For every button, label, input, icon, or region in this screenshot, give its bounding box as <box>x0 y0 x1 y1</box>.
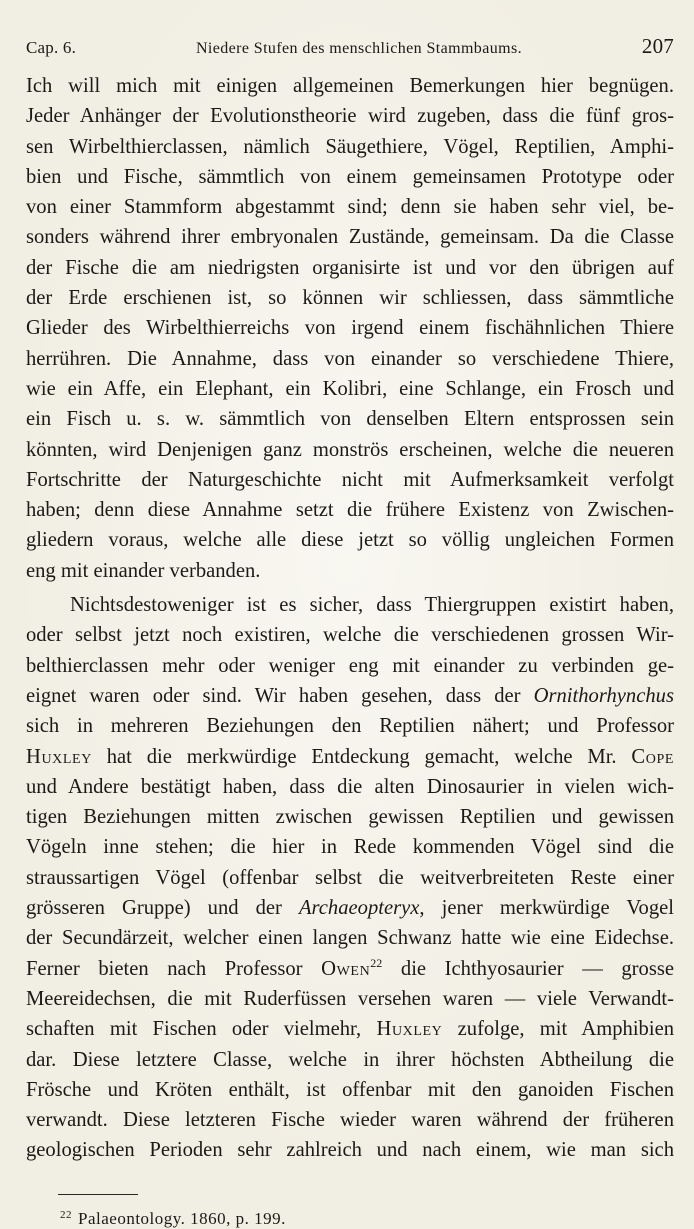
page-number: 207 <box>641 34 674 58</box>
footnote-number: 22 <box>60 1208 72 1221</box>
text-segment: grösseren Gruppe) und der <box>26 897 282 920</box>
text-segment: zufolge, mit Amphibien <box>457 1018 675 1041</box>
text-line: der Fische die am niedrigsten organisirte ist und vor den übrigen auf <box>26 256 674 279</box>
text-segment: , jener merkwürdige Vogel <box>419 897 674 920</box>
chapter-label: Cap. 6. <box>26 38 77 57</box>
text-line: gliedern voraus, welche alle diese jetzt so völlig ungleichen Formen <box>26 529 674 552</box>
text-line: der Secundärzeit, welcher einen langen Schwanz hatte wie eine Eidechse. <box>26 927 674 950</box>
text-line: Meereidechsen, die mit Ruderfüssen versehen waren — viele Verwandt- <box>26 987 674 1010</box>
running-header <box>26 34 674 59</box>
text-line: ein Fisch u. s. w. sämmtlich von denselben Eltern entsprossen sein <box>26 408 674 431</box>
paragraph-2 <box>26 590 674 1166</box>
footnote-reference[interactable]: 22 <box>370 955 383 970</box>
text-line: Glieder des Wirbelthierreichs von irgend einem fischähnlichen Thiere <box>26 317 674 340</box>
text-line: wie ein Affe, ein Elephant, ein Kolibri, eine Schlange, ein Frosch und <box>26 377 674 400</box>
text-line: straussartigen Vögel (offenbar selbst die weitverbreiteten Reste einer <box>26 866 674 889</box>
text-line <box>26 681 674 711</box>
text-line: Nichtsdestoweniger ist es sicher, dass Thiergruppen existirt haben, <box>70 594 674 617</box>
text-line: Fortschritte der Naturgeschichte nicht mit Aufmerksamkeit verfolgt <box>26 468 674 491</box>
text-line: oder selbst jetzt noch existiren, welche die verschiedenen grossen Wir- <box>26 624 674 647</box>
text-line <box>26 1014 674 1044</box>
text-line: sen Wirbelthierclassen, nämlich Säugethiere, Vögel, Reptilien, Amphi- <box>26 135 674 158</box>
author-name: Cope <box>631 745 674 768</box>
text-line: Ich will mich mit einigen allgemeinen Bemerkungen hier begnügen. <box>26 75 674 97</box>
text-line: herrühren. Die Annahme, dass von einander so verschiedene Thiere, <box>26 347 674 370</box>
text-line: von einer Stammform abgestammt sind; denn sie haben sehr viel, be- <box>26 196 674 219</box>
author-name: Owen <box>321 957 371 980</box>
text-line: sonders während ihrer embryonalen Zustände, gemeinsam. Da die Classe <box>26 226 674 249</box>
author-name: Huxley <box>376 1018 443 1041</box>
text-line: haben; denn diese Annahme setzt die frühere Existenz von Zwischen- <box>26 499 674 522</box>
footnote-divider <box>58 1194 138 1195</box>
running-title: Niedere Stufen des menschlichen Stammbaums. <box>195 40 522 57</box>
body-text <box>26 71 674 1166</box>
text-line: Jeder Anhänger der Evolutionstheorie wird zugeben, dass die fünf gros- <box>26 105 674 128</box>
paragraph-1 <box>26 71 674 586</box>
text-line: Vögeln inne stehen; die hier in Rede kommenden Vögel sind die <box>26 836 674 859</box>
author-name: Huxley <box>26 745 92 768</box>
footnote <box>26 1209 674 1229</box>
text-segment: die Ichthyosaurier — grosse <box>400 957 675 980</box>
text-line: tigen Beziehungen mitten zwischen gewissen Reptilien und gewissen <box>26 806 674 829</box>
footnote-text: Palaeontology. 1860, p. 199. <box>78 1208 286 1228</box>
text-line: eng mit einander verbanden. <box>26 559 261 582</box>
text-line: könnten, wird Denjenigen ganz monströs erscheinen, welche die neueren <box>26 438 674 461</box>
text-segment: Ferner bieten nach Professor <box>26 957 303 980</box>
text-line <box>26 742 674 772</box>
text-line: dar. Diese letztere Classe, welche in ihrer höchsten Abtheilung die <box>26 1048 674 1071</box>
text-line: geologischen Perioden sehr zahlreich und nach einem, wie man sich <box>26 1139 674 1162</box>
text-segment: hat die merkwürdige Entdeckung gemacht, welche Mr. <box>106 745 617 768</box>
text-line <box>26 893 674 923</box>
text-line: und Andere bestätigt haben, dass die alten Dinosaurier in vielen wich- <box>26 775 674 798</box>
italic-term: Ornithorhynchus <box>533 684 674 707</box>
text-line: Frösche und Kröten enthält, ist offenbar mit den ganoiden Fischen <box>26 1078 674 1101</box>
text-line: sich in mehreren Beziehungen den Reptilien nähert; und Professor <box>26 715 674 738</box>
text-segment: schaften mit Fischen oder vielmehr, <box>26 1018 362 1041</box>
text-line <box>26 954 674 984</box>
text-line: belthierclassen mehr oder weniger eng mit einander zu verbinden ge- <box>26 654 674 677</box>
text-line: der Erde erschienen ist, so können wir schliessen, dass sämmtliche <box>26 287 674 310</box>
text-segment: eignet waren oder sind. Wir haben gesehen, dass der <box>26 684 521 707</box>
italic-term: Archaeopteryx <box>298 897 420 920</box>
text-line: verwandt. Diese letzteren Fische wieder waren während der früheren <box>26 1109 674 1132</box>
text-line: bien und Fische, sämmtlich von einem gemeinsamen Prototype oder <box>26 165 674 188</box>
